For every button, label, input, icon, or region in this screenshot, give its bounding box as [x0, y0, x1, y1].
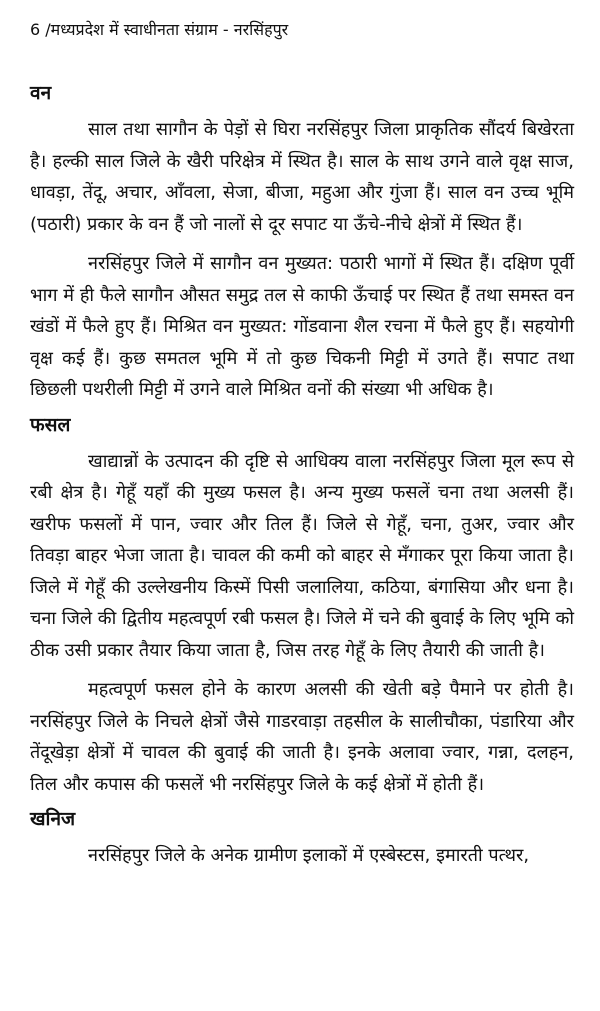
paragraph: महत्वपूर्ण फसल होने के कारण अलसी की खेती बड़े पैमाने पर होती है। नरसिंहपुर जिले के निचले क्षेत्रों जैसे गाडरवाड़ा तहसील के सालीचौका, पंडारिया और तेंदूखेड़ा क्षेत्रों में चावल की बुवाई की जाती है। इनके अलावा ज्वार, गन्ना, दलहन, तिल और कपास की फसलें भी नरसिंहपुर जिले के कई क्षेत्रों में होती हैं। — [30, 679, 574, 795]
paragraph: खाद्यान्नों के उत्पादन की दृष्टि से आधिक्य वाला नरसिंहपुर जिला मूल रूप से रबी क्षेत्र है। गेहूँ यहाँ की मुख्य फसल है। अन्य मुख्य फसलें चना तथा अलसी हैं। खरीफ फसलों में पान, ज्वार और तिल हैं। जिले से गेहूँ, चना, तुअर, ज्वार और तिवड़ा बाहर भेजा जाता है। चावल की कमी को बाहर से मँगाकर पूरा किया जाता है। जिले में गेहूँ की उल्लेखनीय किस्में पिसी जलालिया, कठिया, बंगासिया और धना है। चना जिले की द्वितीय महत्वपूर्ण रबी फसल है। जिले में चने की बुवाई के लिए भूमि को ठीक उसी प्रकार तैयार किया जाता है, जिस तरह गेहूँ के लिए तैयारी की जाती है। — [30, 450, 574, 661]
page-content — [30, 78, 574, 876]
section-heading-minerals: खनिज — [30, 808, 76, 830]
section-crops — [30, 410, 574, 801]
section-minerals — [30, 804, 574, 872]
running-head: 6 /मध्यप्रदेश में स्वाधीनता संग्राम - नरसिंहपुर — [30, 20, 289, 39]
section-forest — [30, 78, 574, 406]
paragraph: साल तथा सागौन के पेड़ों से घिरा नरसिंहपुर जिला प्राकृतिक सौंदर्य बिखेरता है। हल्की साल जिले के खैरी परिक्षेत्र में स्थित है। साल के साथ उगने वाले वृक्ष साज, धावड़ा, तेंदू, अचार, आँवला, सेजा, बीजा, महुआ और गुंजा हैं। साल वन उच्च भूमि (पठारी) प्रकार के वन हैं जो नालों से दूर सपाट या ऊँचे-नीचे क्षेत्रों में स्थित हैं। — [30, 119, 574, 235]
paragraph: नरसिंहपुर जिले में सागौन वन मुख्यत: पठारी भागों में स्थित हैं। दक्षिण पूर्वी भाग में ही फैले सागौन औसत समुद्र तल से काफी ऊँचाई पर स्थित हैं तथा समस्त वन खंडों में फैले हुए हैं। मिश्रित वन मुख्यत: गोंडवाना शैल रचना में फैले हुए हैं। सहयोगी वृक्ष कई हैं। कुछ समतल भूमि में तो कुछ चिकनी मिट्टी में उगते हैं। सपाट तथा छिछली पथरीली मिट्टी में उगने वाले मिश्रित वनों की संख्या भी अधिक है। — [30, 253, 574, 400]
paragraph: नरसिंहपुर जिले के अनेक ग्रामीण इलाकों में एस्बेस्टस, इमारती पत्थर, — [88, 845, 530, 866]
section-heading-crops: फसल — [30, 413, 71, 436]
section-heading-forest: वन — [30, 82, 52, 104]
